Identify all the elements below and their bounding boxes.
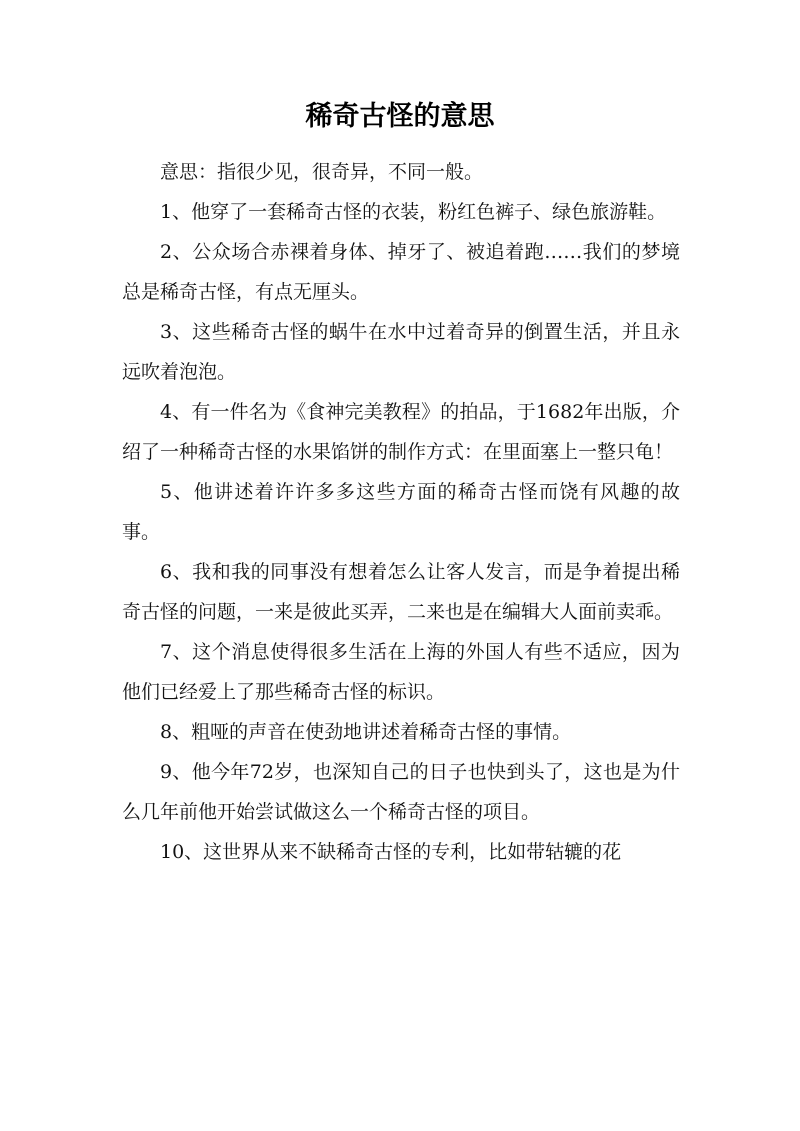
paragraph-example-2: 2、公众场合赤裸着身体、掉牙了、被追着跑……我们的梦境总是稀奇古怪，有点无厘头。 <box>122 241 680 303</box>
paragraph-example-4: 4、有一件名为《食神完美教程》的拍品，于1682年出版，介绍了一种稀奇古怪的水果馅饼的制作方式：在里面塞上一整只龟！ <box>122 401 680 463</box>
document-title: 稀奇古怪的意思 <box>305 101 495 132</box>
paragraph-meaning: 意思：指很少见，很奇异，不同一般。 <box>160 161 484 183</box>
paragraph-example-9: 9、他今年72岁，也深知自己的日子也快到头了，这也是为什么几年前他开始尝试做这么一个稀奇古怪的项目。 <box>122 761 680 823</box>
paragraph-example-5: 5、他讲述着许许多多这些方面的稀奇古怪而饶有风趣的故事。 <box>122 481 680 543</box>
document-body <box>122 152 680 872</box>
paragraph-example-7: 7、这个消息使得很多生活在上海的外国人有些不适应，因为他们已经爱上了那些稀奇古怪的标识。 <box>122 641 680 703</box>
paragraph-example-1: 1、他穿了一套稀奇古怪的衣装，粉红色裤子、绿色旅游鞋。 <box>160 201 667 223</box>
paragraph-example-6: 6、我和我的同事没有想着怎么让客人发言，而是争着提出稀奇古怪的问题，一来是彼此买弄，二来也是在编辑大人面前卖乖。 <box>122 561 680 623</box>
paragraph-example-10: 10、这世界从来不缺稀奇古怪的专利，比如带轱辘的花 <box>160 841 622 863</box>
paragraph-example-8: 8、粗哑的声音在使劲地讲述着稀奇古怪的事情。 <box>160 721 572 743</box>
paragraph-example-3: 3、这些稀奇古怪的蜗牛在水中过着奇异的倒置生活，并且永远吹着泡泡。 <box>122 321 680 383</box>
